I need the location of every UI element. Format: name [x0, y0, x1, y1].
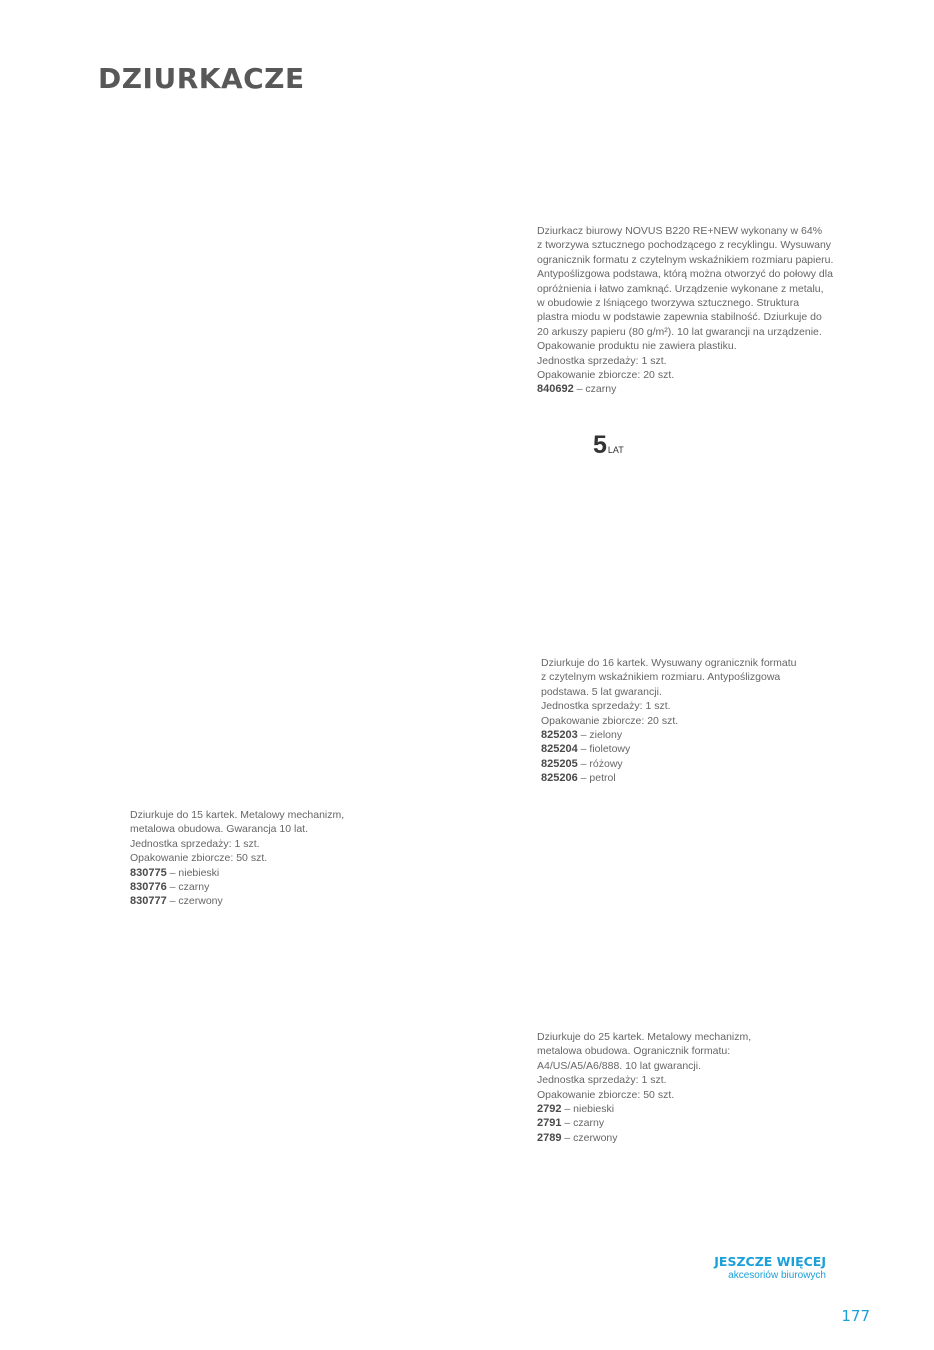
- product-color: zielony: [589, 729, 623, 742]
- product-code: 840692: [537, 383, 574, 396]
- product-color: niebieski: [573, 1103, 615, 1116]
- product-color: czarny: [573, 1117, 605, 1130]
- product-code: 830776: [130, 881, 167, 894]
- product-code-row: [537, 382, 833, 396]
- product-code-row: [541, 771, 797, 785]
- code-separator: –: [573, 383, 586, 396]
- description-line: metalowa obudowa. Gwarancja 10 lat.: [130, 823, 309, 836]
- product-description-25-sheets: [537, 1030, 751, 1145]
- promo-subline: akcesoriów biurowych: [728, 1270, 826, 1281]
- product-code: 2792: [537, 1103, 562, 1116]
- product-code: 830777: [130, 895, 167, 908]
- product-color: czerwony: [573, 1131, 618, 1144]
- code-separator: –: [166, 866, 179, 879]
- description-line: opróżnienia i łatwo zamknąć. Urządzenie wykonane z metalu,: [537, 282, 824, 295]
- product-code: 2791: [537, 1117, 562, 1130]
- warranty-badge: [593, 431, 624, 460]
- product-code: 830775: [130, 866, 167, 879]
- description-line: Jednostka sprzedaży: 1 szt.: [130, 837, 260, 850]
- description-line: Dziurkuje do 15 kartek. Metalowy mechanizm,: [130, 809, 345, 821]
- description-line: z czytelnym wskaźnikiem rozmiaru. Antypoślizgowa: [541, 671, 781, 684]
- product-color: czerwony: [178, 895, 223, 908]
- description-line: Opakowanie zbiorcze: 20 szt.: [541, 714, 679, 727]
- description-line: Dziurkuje do 16 kartek. Wysuwany ogranicznik formatu: [541, 657, 797, 669]
- code-separator: –: [561, 1131, 574, 1144]
- description-line: Opakowanie zbiorcze: 50 szt.: [537, 1088, 675, 1101]
- description-line: Opakowanie produktu nie zawiera plastiku.: [537, 340, 737, 353]
- product-description-15-sheets: [130, 808, 344, 909]
- description-line: metalowa obudowa. Ogranicznik formatu:: [537, 1045, 731, 1058]
- product-code-row: [541, 757, 797, 771]
- description-line: podstawa. 5 lat gwarancji.: [541, 685, 662, 698]
- product-description-novus-b220: [537, 224, 833, 397]
- product-code: 825204: [541, 743, 578, 756]
- code-separator: –: [577, 743, 590, 756]
- description-line: z tworzywa sztucznego pochodzącego z recyklingu. Wysuwany: [537, 239, 832, 252]
- page-title: DZIURKACZE: [98, 62, 305, 95]
- product-code-row: [130, 866, 344, 880]
- product-color: petrol: [589, 772, 616, 785]
- product-code-row: [130, 880, 344, 894]
- product-code-row: [130, 894, 344, 908]
- page-number: 177: [841, 1307, 870, 1325]
- warranty-years: 5: [593, 431, 607, 459]
- product-code: 825206: [541, 772, 578, 785]
- promo-more-accessories[interactable]: [714, 1254, 826, 1281]
- product-color: różowy: [589, 757, 623, 770]
- description-line: Dziurkacz biurowy NOVUS B220 RE+NEW wykonany w 64%: [537, 225, 823, 237]
- product-code-row: [541, 728, 797, 742]
- code-separator: –: [561, 1117, 574, 1130]
- code-separator: –: [577, 772, 590, 785]
- product-color: niebieski: [178, 866, 220, 879]
- description-line: Jednostka sprzedaży: 1 szt.: [537, 354, 667, 367]
- code-separator: –: [166, 881, 179, 894]
- product-code: 825205: [541, 757, 578, 770]
- description-line: Antypoślizgowa podstawa, którą można otworzyć do połowy dla: [537, 268, 833, 281]
- code-separator: –: [561, 1103, 574, 1116]
- product-code-row: [537, 1131, 751, 1145]
- description-line: Jednostka sprzedaży: 1 szt.: [537, 1074, 667, 1087]
- product-code-row: [537, 1116, 751, 1130]
- code-separator: –: [577, 729, 590, 742]
- description-line: Opakowanie zbiorcze: 50 szt.: [130, 852, 268, 865]
- product-color: czarny: [585, 383, 617, 396]
- promo-headline: JESZCZE WIĘCEJ: [714, 1254, 826, 1269]
- product-color: fioletowy: [589, 743, 631, 756]
- description-line: plastra miodu w podstawie zapewnia stabilność. Dziurkuje do: [537, 311, 822, 324]
- product-code-row: [537, 1102, 751, 1116]
- product-code-row: [541, 742, 797, 756]
- product-description-16-sheets: [541, 656, 797, 786]
- product-color: czarny: [178, 881, 210, 894]
- code-separator: –: [166, 895, 179, 908]
- description-line: 20 arkuszy papieru (80 g/m²). 10 lat gwarancji na urządzenie.: [537, 325, 822, 338]
- description-line: A4/US/A5/A6/888. 10 lat gwarancji.: [537, 1059, 702, 1072]
- description-line: Dziurkuje do 25 kartek. Metalowy mechanizm,: [537, 1031, 752, 1043]
- description-line: ogranicznik formatu z czytelnym wskaźnikiem rozmiaru papieru.: [537, 253, 834, 266]
- description-line: Jednostka sprzedaży: 1 szt.: [541, 700, 671, 713]
- code-separator: –: [577, 757, 590, 770]
- description-line: w obudowie z lśniącego tworzywa sztucznego. Struktura: [537, 297, 800, 310]
- description-line: Opakowanie zbiorcze: 20 szt.: [537, 369, 675, 382]
- warranty-unit: LAT: [607, 445, 624, 455]
- product-code: 2789: [537, 1131, 562, 1144]
- product-code: 825203: [541, 729, 578, 742]
